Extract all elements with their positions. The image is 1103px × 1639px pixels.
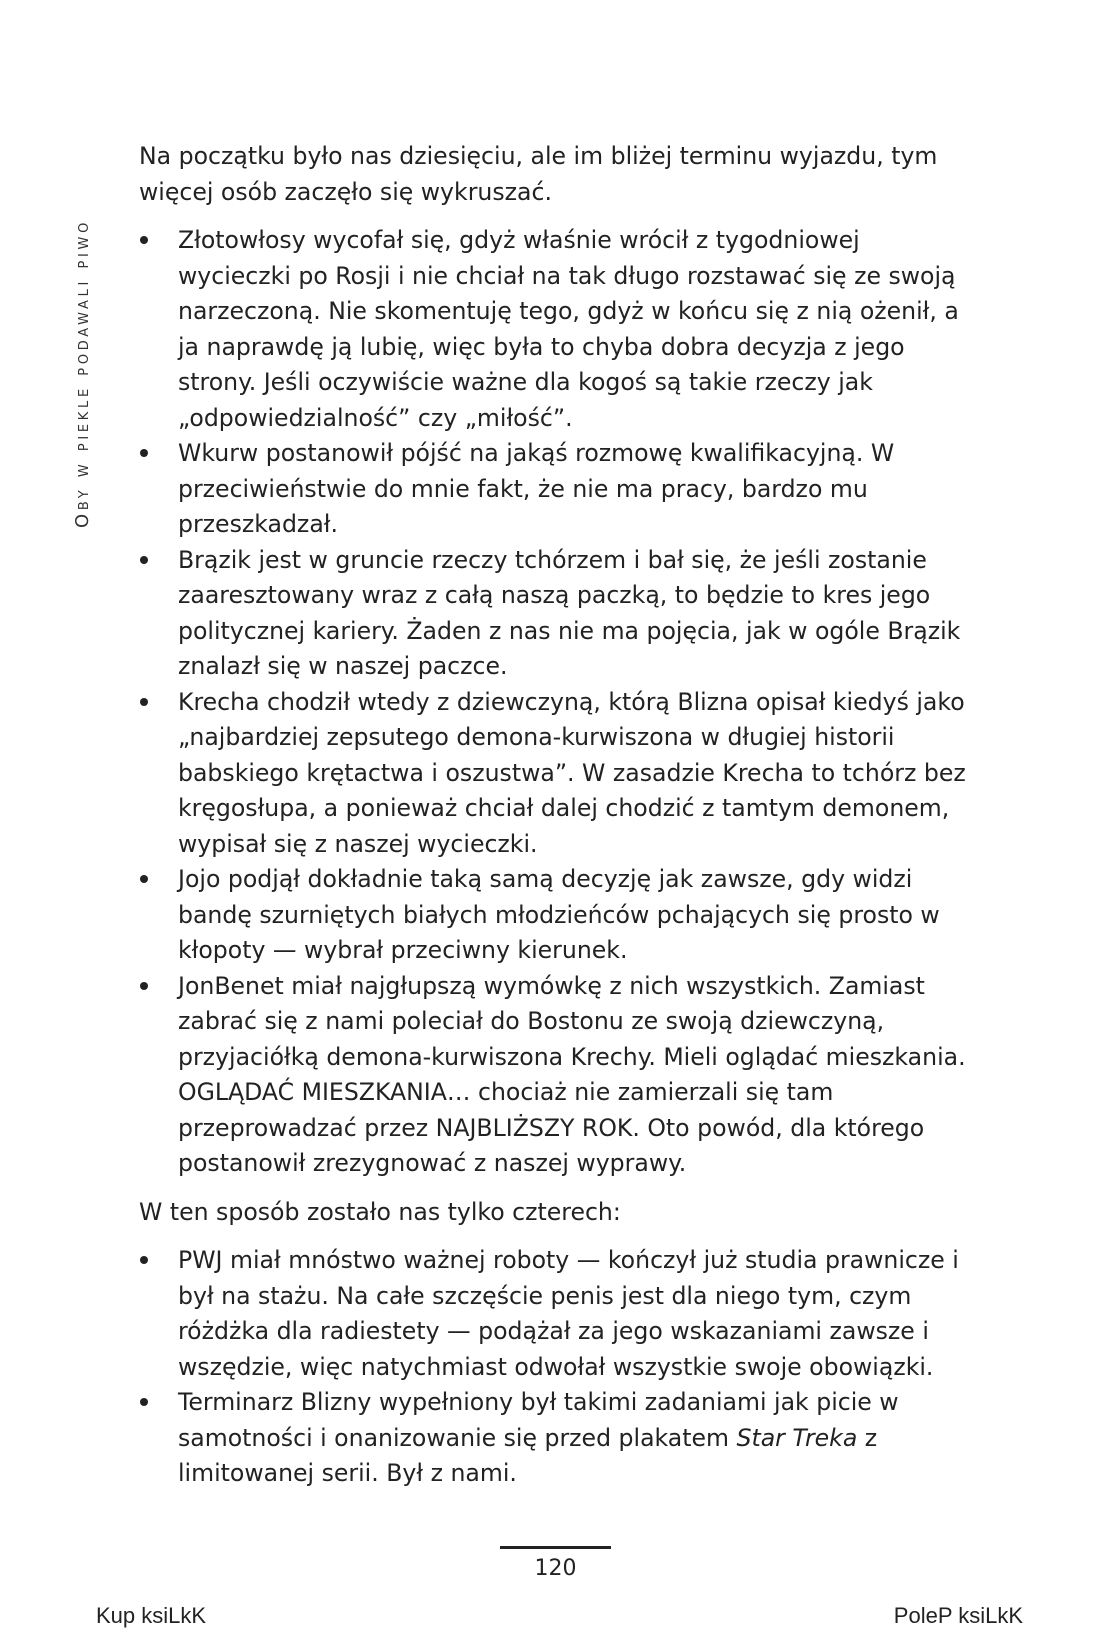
bullet-icon: [140, 982, 148, 990]
list-item-text: Jojo podjął dokładnie taką samą decyzję jak zawsze, gdy widzi bandę szurniętych białych młodzieńców pchających się prosto w kłopoty — wybrał przeciwny kierunek.: [178, 865, 940, 964]
footer-buy-link[interactable]: Kup ksiLkK: [96, 1603, 207, 1628]
list-item-text: PWJ miał mnóstwo ważnej roboty — kończył już studia prawnicze i był na stażu. Na całe szczęście penis jest dla niego tym, czym różdżka dla radiestety — podążał za jego wskazaniami zawsze i wszędzie, więc natychmiast odwołał wszystkie swoje obowiązki.: [178, 1246, 959, 1381]
intro-paragraph: Na początku było nas dziesięciu, ale im bliżej terminu wyjazdu, tym więcej osób zaczęło się wykruszać.: [139, 142, 938, 206]
list-item: [139, 685, 972, 863]
list-item: [139, 223, 972, 436]
list-item-text: Wkurw postanowił pójść na jakąś rozmowę kwalifikacyjną. W przeciwieństwie do mnie fakt, że nie ma pracy, bardzo mu przeszkadzał.: [178, 439, 895, 538]
list-item: [139, 1243, 972, 1385]
participants-list: [139, 1243, 972, 1492]
transition-paragraph: W ten sposób zostało nas tylko czterech:: [139, 1197, 621, 1226]
list-item-text: Brązik jest w gruncie rzeczy tchórzem i bał się, że jeśli zostanie zaaresztowany wraz z całą naszą paczką, to będzie to kres jego politycznej kariery. Żaden z nas nie ma pojęcia, jak w ogóle Brązik znalazł się w naszej paczce.: [178, 545, 961, 680]
running-header-text: Oby w piekle podawali piwo: [72, 218, 93, 528]
bullet-icon: [140, 449, 148, 457]
bullet-icon: [140, 875, 148, 883]
list-item: [139, 436, 972, 543]
bullet-icon: [140, 236, 148, 244]
list-item-italic-title: Star Treka: [736, 1423, 858, 1452]
list-item: [139, 862, 972, 969]
list-item-text: Złotowłosy wycofał się, gdyż właśnie wrócił z tygodniowej wycieczki po Rosji i nie chciał na tak długo rozstawać się ze swoją narzeczoną. Nie skomentuję tego, gdyż w końcu się z nią ożenił, a ja naprawdę ją lubię, więc była to chyba dobra decyzja z jego strony. Jeśli oczywiście ważne dla kogoś są takie rzeczy jak „odpowiedzialność” czy „miłość”.: [178, 226, 959, 432]
list-item-text-before: Terminarz Blizny wypełniony był takimi zadaniami jak picie w samotności i onanizowanie się przed plakatem: [178, 1388, 899, 1452]
list-item: [139, 1385, 972, 1492]
running-header: [72, 219, 93, 528]
list-item-text-after: z limitowanej serii. Był z nami.: [178, 1423, 878, 1487]
bullet-icon: [140, 698, 148, 706]
footer-recommend-link[interactable]: PoleP ksiLkK: [893, 1603, 1023, 1628]
list-item-text: Krecha chodził wtedy z dziewczyną, którą Blizna opisał kiedyś jako „najbardziej zepsutego demona-kurwiszona w długiej historii babskiego krętactwa i oszustwa”. W zasadzie Krecha to tchórz bez kręgosłupa, a ponieważ chciał dalej chodzić z tamtym demonem, wypisał się z naszej wycieczki.: [178, 687, 966, 858]
bullet-icon: [140, 1398, 148, 1406]
list-item-text: JonBenet miał najgłupszą wymówkę z nich wszystkich. Zamiast zabrać się z nami poleciał do Bostonu ze swoją dziewczyną, przyjaciółką demona-kurwiszona Krechy. Mieli oglądać mieszkania. OGLĄDAĆ MIESZKANIA… chociaż nie zamierzali się tam przeprowadzać przez NAJBLIŻSZY ROK. Oto powód, dla którego postanowił zrezygnować z naszej wyprawy.: [178, 971, 966, 1177]
withdrawals-list: [139, 223, 972, 1182]
page-number-rule: [500, 1546, 611, 1549]
list-item: [139, 543, 972, 685]
bullet-icon: [140, 556, 148, 564]
page-number: 120: [534, 1556, 577, 1581]
list-item: [139, 969, 972, 1182]
page-body: [139, 139, 972, 1505]
bullet-icon: [140, 1256, 148, 1264]
